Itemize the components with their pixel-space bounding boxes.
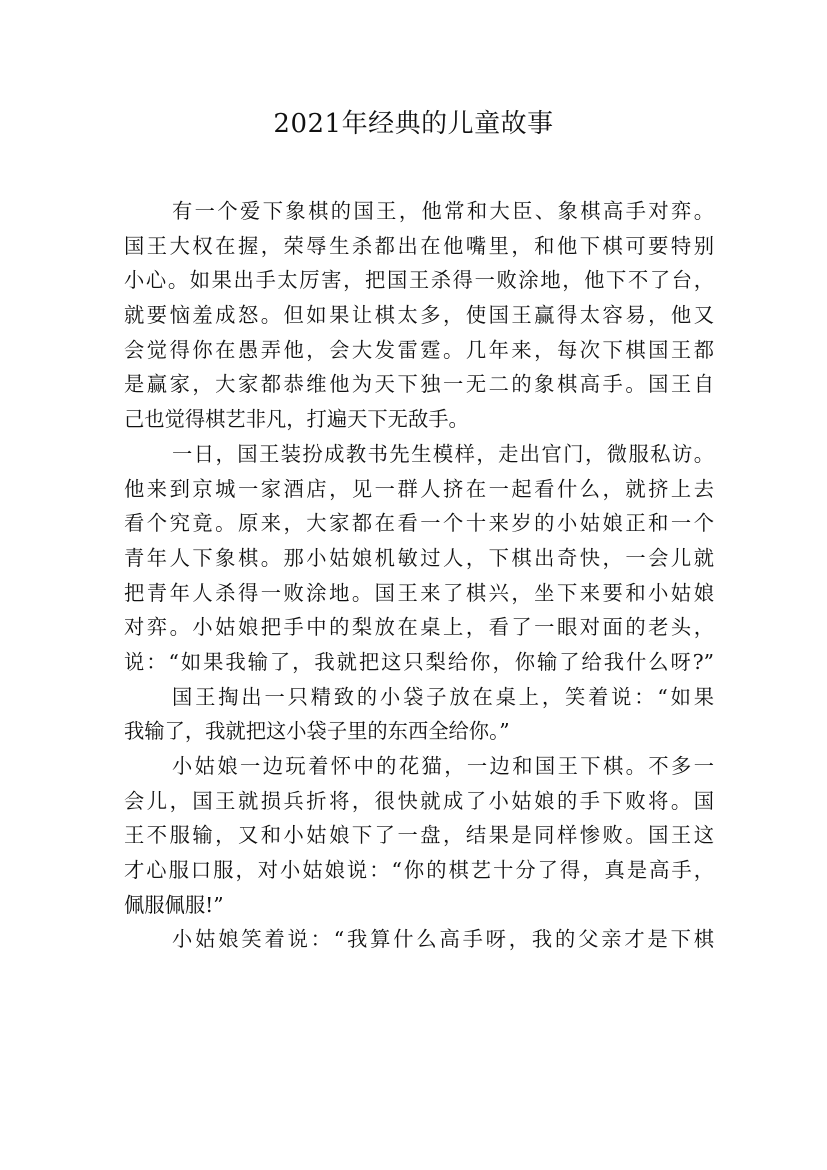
text-line: 说：“如果我输了，我就把这只梨给你，你输了给我什么呀?” xyxy=(124,649,714,674)
text-line: 青年人下象棋。那小姑娘机敏过人，下棋出奇快，一会儿就 xyxy=(124,545,714,570)
text-line: 佩服佩服!” xyxy=(124,892,224,917)
text-line: 小姑娘笑着说：“我算什么高手呀，我的父亲才是下棋 xyxy=(172,927,714,952)
text-line: 我输了，我就把这小袋子里的东西全给你。” xyxy=(124,719,510,744)
text-line: 就要恼羞成怒。但如果让棋太多，使国王赢得太容易，他又 xyxy=(124,303,714,328)
text-line: 是赢家，大家都恭维他为天下独一无二的象棋高手。国王自 xyxy=(124,372,714,397)
text-line: 国王大权在握，荣辱生杀都出在他嘴里，和他下棋可要特别 xyxy=(124,233,714,258)
text-line: 看个究竟。原来，大家都在看一个十来岁的小姑娘正和一个 xyxy=(124,511,714,536)
text-line: 一日，国王装扮成教书先生模样，走出官门，微服私访。 xyxy=(172,441,714,466)
text-line: 对弈。小姑娘把手中的梨放在桌上，看了一眼对面的老头， xyxy=(124,615,714,640)
text-line: 国王掏出一只精致的小袋子放在桌上，笑着说：“如果 xyxy=(172,684,714,709)
text-line: 把青年人杀得一败涂地。国王来了棋兴，坐下来要和小姑娘 xyxy=(124,580,714,605)
text-line: 会儿，国王就损兵折将，很快就成了小姑娘的手下败将。国 xyxy=(124,788,714,813)
text-line: 己也觉得棋艺非凡，打遍天下无敌手。 xyxy=(124,407,469,432)
text-line: 小姑娘一边玩着怀中的花猫，一边和国王下棋。不多一 xyxy=(172,754,714,778)
text-line: 小心。如果出手太厉害，把国王杀得一败涂地，他下不了台， xyxy=(124,268,714,293)
text-line: 王不服输，又和小姑娘下了一盘，结果是同样惨败。国王这 xyxy=(124,823,714,848)
document-body xyxy=(124,194,714,957)
text-line: 有一个爱下象棋的国王，他常和大臣、象棋高手对弈。 xyxy=(172,199,714,223)
text-line: 才心服口服，对小姑娘说：“你的棋艺十分了得，真是高手， xyxy=(124,858,714,883)
document-title: 2021年经典的儿童故事 xyxy=(273,109,554,139)
text-line: 他来到京城一家酒店，见一群人挤在一起看什么，就挤上去 xyxy=(124,476,714,501)
text-line: 会觉得你在愚弄他，会大发雷霆。几年来，每次下棋国王都 xyxy=(124,337,714,362)
